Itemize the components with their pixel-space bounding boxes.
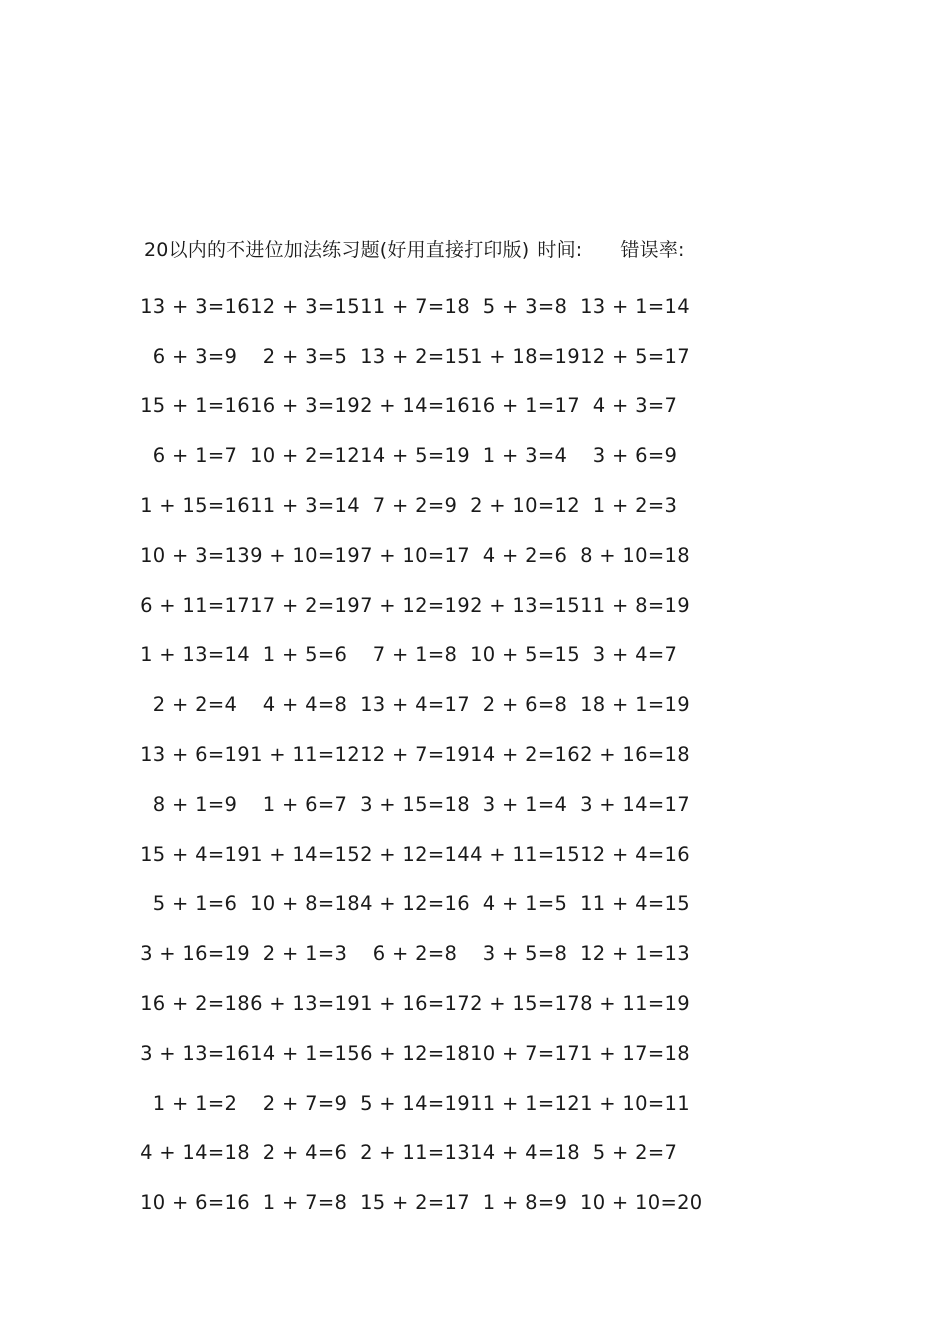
problem-row (140, 979, 760, 1029)
problem-cell: 4 + 11=15 (470, 842, 580, 866)
problem-cell: 1 + 7=8 (262, 1191, 348, 1215)
problem-cell: 3 + 1=4 (482, 792, 568, 816)
problem-cell: 16 + 1=17 (470, 394, 580, 418)
problem-cell: 1 + 16=17 (360, 992, 470, 1016)
problem-cell: 1 + 11=12 (250, 743, 360, 767)
problem-grid (140, 282, 760, 1228)
problem-cell: 1 + 17=18 (580, 1041, 690, 1065)
problem-cell: 14 + 1=15 (250, 1041, 360, 1065)
problem-cell: 12 + 5=17 (580, 344, 690, 368)
worksheet-header (144, 236, 685, 264)
problem-row (140, 431, 760, 481)
problem-cell: 1 + 2=3 (592, 494, 678, 518)
problem-row (140, 382, 760, 432)
problem-cell: 13 + 1=14 (580, 294, 690, 318)
problem-cell: 12 + 4=16 (580, 842, 690, 866)
problem-cell: 10 + 6=16 (140, 1191, 250, 1215)
problem-cell: 7 + 12=19 (360, 593, 470, 617)
problem-cell: 1 + 15=16 (140, 494, 250, 518)
problem-cell: 16 + 3=19 (250, 394, 360, 418)
problem-row (140, 1129, 760, 1179)
problem-cell: 8 + 1=9 (152, 792, 238, 816)
problem-cell: 12 + 7=19 (360, 743, 470, 767)
problem-row (140, 880, 760, 930)
problem-cell: 18 + 1=19 (580, 693, 690, 717)
problem-cell: 3 + 16=19 (140, 942, 250, 966)
problem-cell: 6 + 3=9 (152, 344, 238, 368)
problem-cell: 4 + 12=16 (360, 892, 470, 916)
problem-cell: 5 + 2=7 (592, 1141, 678, 1165)
problem-cell: 2 + 15=17 (470, 992, 580, 1016)
problem-row (140, 1029, 760, 1079)
problem-cell: 2 + 1=3 (262, 942, 348, 966)
problem-cell: 10 + 8=18 (250, 892, 360, 916)
problem-cell: 2 + 6=8 (482, 693, 568, 717)
problem-cell: 2 + 10=12 (470, 494, 580, 518)
problem-row (140, 282, 760, 332)
problem-cell: 12 + 1=13 (580, 942, 690, 966)
problem-cell: 11 + 3=14 (250, 494, 360, 518)
problem-cell: 5 + 1=6 (152, 892, 238, 916)
problem-cell: 4 + 1=5 (482, 892, 568, 916)
problem-cell: 7 + 1=8 (372, 643, 458, 667)
problem-cell: 2 + 4=6 (262, 1141, 348, 1165)
problem-cell: 2 + 3=5 (262, 344, 348, 368)
problem-cell: 10 + 3=13 (140, 543, 250, 567)
problem-cell: 1 + 18=19 (470, 344, 580, 368)
problem-cell: 2 + 2=4 (152, 693, 238, 717)
problem-cell: 1 + 10=11 (580, 1091, 690, 1115)
problem-cell: 4 + 2=6 (482, 543, 568, 567)
problem-row (140, 1079, 760, 1129)
problem-cell: 14 + 4=18 (470, 1141, 580, 1165)
problem-cell: 13 + 4=17 (360, 693, 470, 717)
problem-cell: 3 + 6=9 (592, 444, 678, 468)
problem-cell: 1 + 5=6 (262, 643, 348, 667)
problem-cell: 13 + 2=15 (360, 344, 470, 368)
problem-cell: 2 + 7=9 (262, 1091, 348, 1115)
problem-row (140, 481, 760, 531)
problem-cell: 15 + 1=16 (140, 394, 250, 418)
problem-cell: 7 + 10=17 (360, 543, 470, 567)
problem-cell: 16 + 2=18 (140, 992, 250, 1016)
problem-cell: 13 + 6=19 (140, 743, 250, 767)
problem-cell: 6 + 12=18 (360, 1041, 470, 1065)
error-rate-label: 错误率: (620, 239, 685, 261)
problem-cell: 15 + 2=17 (360, 1191, 470, 1215)
problem-cell: 5 + 3=8 (482, 294, 568, 318)
problem-cell: 8 + 10=18 (580, 543, 690, 567)
problem-cell: 11 + 1=12 (470, 1091, 580, 1115)
problem-cell: 11 + 8=19 (580, 593, 690, 617)
problem-cell: 4 + 4=8 (262, 693, 348, 717)
problem-cell: 3 + 14=17 (580, 792, 690, 816)
problem-cell: 1 + 1=2 (152, 1091, 238, 1115)
problem-row (140, 830, 760, 880)
problem-cell: 4 + 3=7 (592, 394, 678, 418)
problem-cell: 10 + 5=15 (470, 643, 580, 667)
problem-cell: 2 + 16=18 (580, 743, 690, 767)
problem-cell: 13 + 3=16 (140, 294, 250, 318)
problem-cell: 1 + 8=9 (482, 1191, 568, 1215)
problem-cell: 12 + 3=15 (250, 294, 360, 318)
problem-cell: 11 + 4=15 (580, 892, 690, 916)
problem-cell: 3 + 15=18 (360, 792, 470, 816)
problem-row (140, 929, 760, 979)
worksheet-title: 20以内的不进位加法练习题(好用直接打印版) (144, 239, 530, 261)
problem-cell: 2 + 13=15 (470, 593, 580, 617)
problem-cell: 3 + 13=16 (140, 1041, 250, 1065)
problem-cell: 2 + 14=16 (360, 394, 470, 418)
problem-cell: 14 + 2=16 (470, 743, 580, 767)
problem-cell: 10 + 10=20 (580, 1191, 703, 1215)
problem-cell: 10 + 2=12 (250, 444, 360, 468)
problem-cell: 6 + 11=17 (140, 593, 250, 617)
problem-cell: 11 + 7=18 (360, 294, 470, 318)
problem-cell: 1 + 14=15 (250, 842, 360, 866)
problem-cell: 5 + 14=19 (360, 1091, 470, 1115)
problem-cell: 15 + 4=19 (140, 842, 250, 866)
problem-cell: 6 + 1=7 (152, 444, 238, 468)
problem-cell: 10 + 7=17 (470, 1041, 580, 1065)
problem-cell: 1 + 13=14 (140, 643, 250, 667)
problem-row (140, 1178, 760, 1228)
problem-cell: 17 + 2=19 (250, 593, 360, 617)
problem-cell: 2 + 11=13 (360, 1141, 470, 1165)
problem-row (140, 680, 760, 730)
problem-row (140, 631, 760, 681)
problem-cell: 14 + 5=19 (360, 444, 470, 468)
problem-cell: 8 + 11=19 (580, 992, 690, 1016)
problem-cell: 4 + 14=18 (140, 1141, 250, 1165)
problem-cell: 2 + 12=14 (360, 842, 470, 866)
problem-cell: 7 + 2=9 (372, 494, 458, 518)
problem-row (140, 780, 760, 830)
time-label: 时间: (537, 239, 583, 261)
problem-row (140, 332, 760, 382)
problem-cell: 3 + 4=7 (592, 643, 678, 667)
problem-cell: 6 + 2=8 (372, 942, 458, 966)
problem-cell: 1 + 6=7 (262, 792, 348, 816)
problem-cell: 1 + 3=4 (482, 444, 568, 468)
problem-cell: 6 + 13=19 (250, 992, 360, 1016)
problem-row (140, 581, 760, 631)
problem-cell: 3 + 5=8 (482, 942, 568, 966)
problem-cell: 9 + 10=19 (250, 543, 360, 567)
problem-row (140, 730, 760, 780)
problem-row (140, 531, 760, 581)
